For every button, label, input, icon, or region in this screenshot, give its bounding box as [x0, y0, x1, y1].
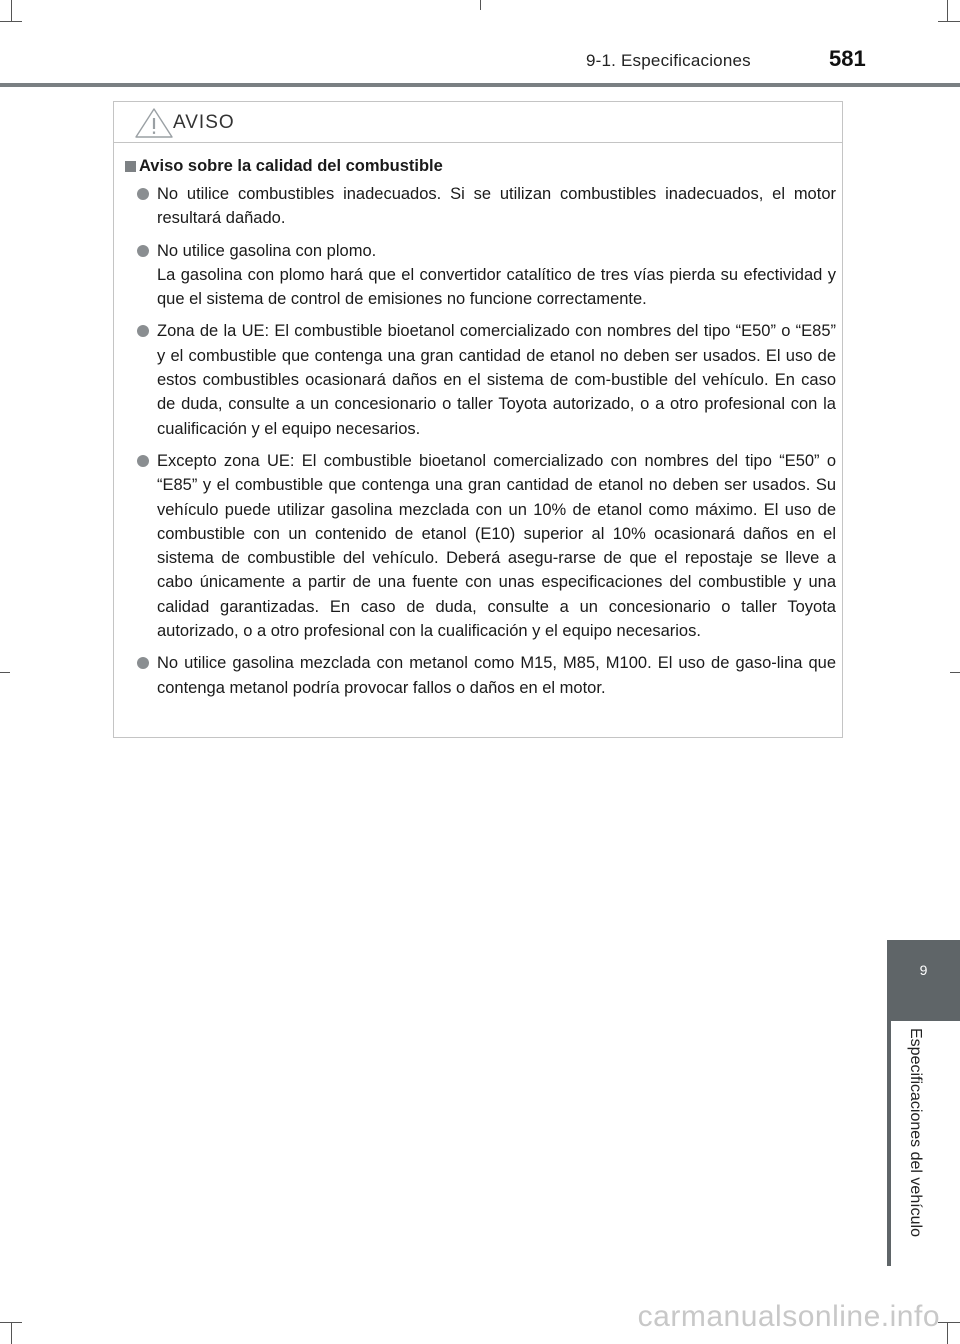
section-title: 9-1. Especificaciones [586, 51, 751, 70]
round-bullet-icon [137, 657, 149, 669]
chapter-tab [887, 940, 960, 1021]
warning-title: AVISO [173, 112, 235, 133]
crop-mark [0, 672, 10, 673]
list-item [157, 651, 836, 700]
crop-mark [0, 1322, 22, 1323]
crop-mark [0, 21, 22, 22]
round-bullet-icon [137, 245, 149, 257]
round-bullet-icon [137, 455, 149, 467]
item-text: No utilice gasolina mezclada con metanol como M15, M85, M100. El uso de gaso-lina que contenga metanol podría provocar fallos o daños en el motor. [157, 654, 836, 697]
item-text: Excepto zona UE: El combustible bioetanol comercializado con nombres del tipo “E50” o “E85” y el combustible que contenga una gran cantidad de etanol no deben ser usados. Su vehículo puede utilizar gasolina mezclada con un 10% de etanol como máximo. El uso de combustible con un contenido de etanol (E10) superior al 10% ocasionará daños en el sistema de combustible del vehículo. Deberá asegu-rarse de que el repostaje se lleve a cabo únicamente a partir de una fuente con unas especificaciones del combustible y una calidad garantizadas. En caso de duda, consulte a un concesionario o taller Toyota autorizado, o a otro profesional con la cualificación y el equipo necesarios. [157, 451, 836, 641]
header-rule [0, 83, 960, 87]
square-bullet-icon [125, 161, 136, 172]
round-bullet-icon [137, 188, 149, 200]
list-item [157, 449, 836, 643]
watermark: carmanualsonline.info [637, 1300, 940, 1333]
chapter-number: 9 [919, 962, 928, 978]
crop-mark [480, 0, 481, 10]
list-item [157, 319, 836, 440]
item-text: Zona de la UE: El combustible bioetanol comercializado con nombres del tipo “E50” o “E85” y el combustible que contenga una gran cantidad de etanol no deben ser usados. El uso de estos combustibles ocasionará daños en el sistema de com-bustible del vehículo. En caso de duda, consulte a un concesionario o taller Toyota autorizado, o a otro profesional con la cualificación y el equipo necesarios. [157, 322, 836, 438]
list-item [157, 182, 836, 231]
crop-mark [938, 21, 960, 22]
warning-header [114, 102, 842, 143]
chapter-strip [887, 1021, 891, 1266]
crop-mark [11, 1322, 12, 1344]
warning-body [114, 154, 842, 700]
crop-mark [947, 0, 948, 22]
round-bullet-icon [137, 325, 149, 337]
page-number: 581 [829, 46, 866, 71]
item-text: No utilice combustibles inadecuados. Si se utilizan combustibles inadecuados, el motor resultará dañado. [157, 185, 836, 228]
subheading [114, 154, 842, 178]
item-text: La gasolina con plomo hará que el convertidor catalítico de tres vías pierda su efectividad y que el sistema de control de emisiones no funcione correctamente. [157, 265, 836, 309]
list-item [157, 239, 836, 312]
chapter-title: Especificaciones del vehículo [907, 1028, 924, 1238]
crop-mark [947, 1322, 948, 1344]
warning-box [113, 101, 843, 738]
crop-mark [11, 0, 12, 22]
item-text: No utilice gasolina con plomo. [157, 241, 377, 260]
subheading-text: Aviso sobre la calidad del combustible [139, 157, 443, 175]
crop-mark [950, 672, 960, 673]
crop-mark [938, 1322, 960, 1323]
warning-triangle-icon [134, 107, 174, 139]
